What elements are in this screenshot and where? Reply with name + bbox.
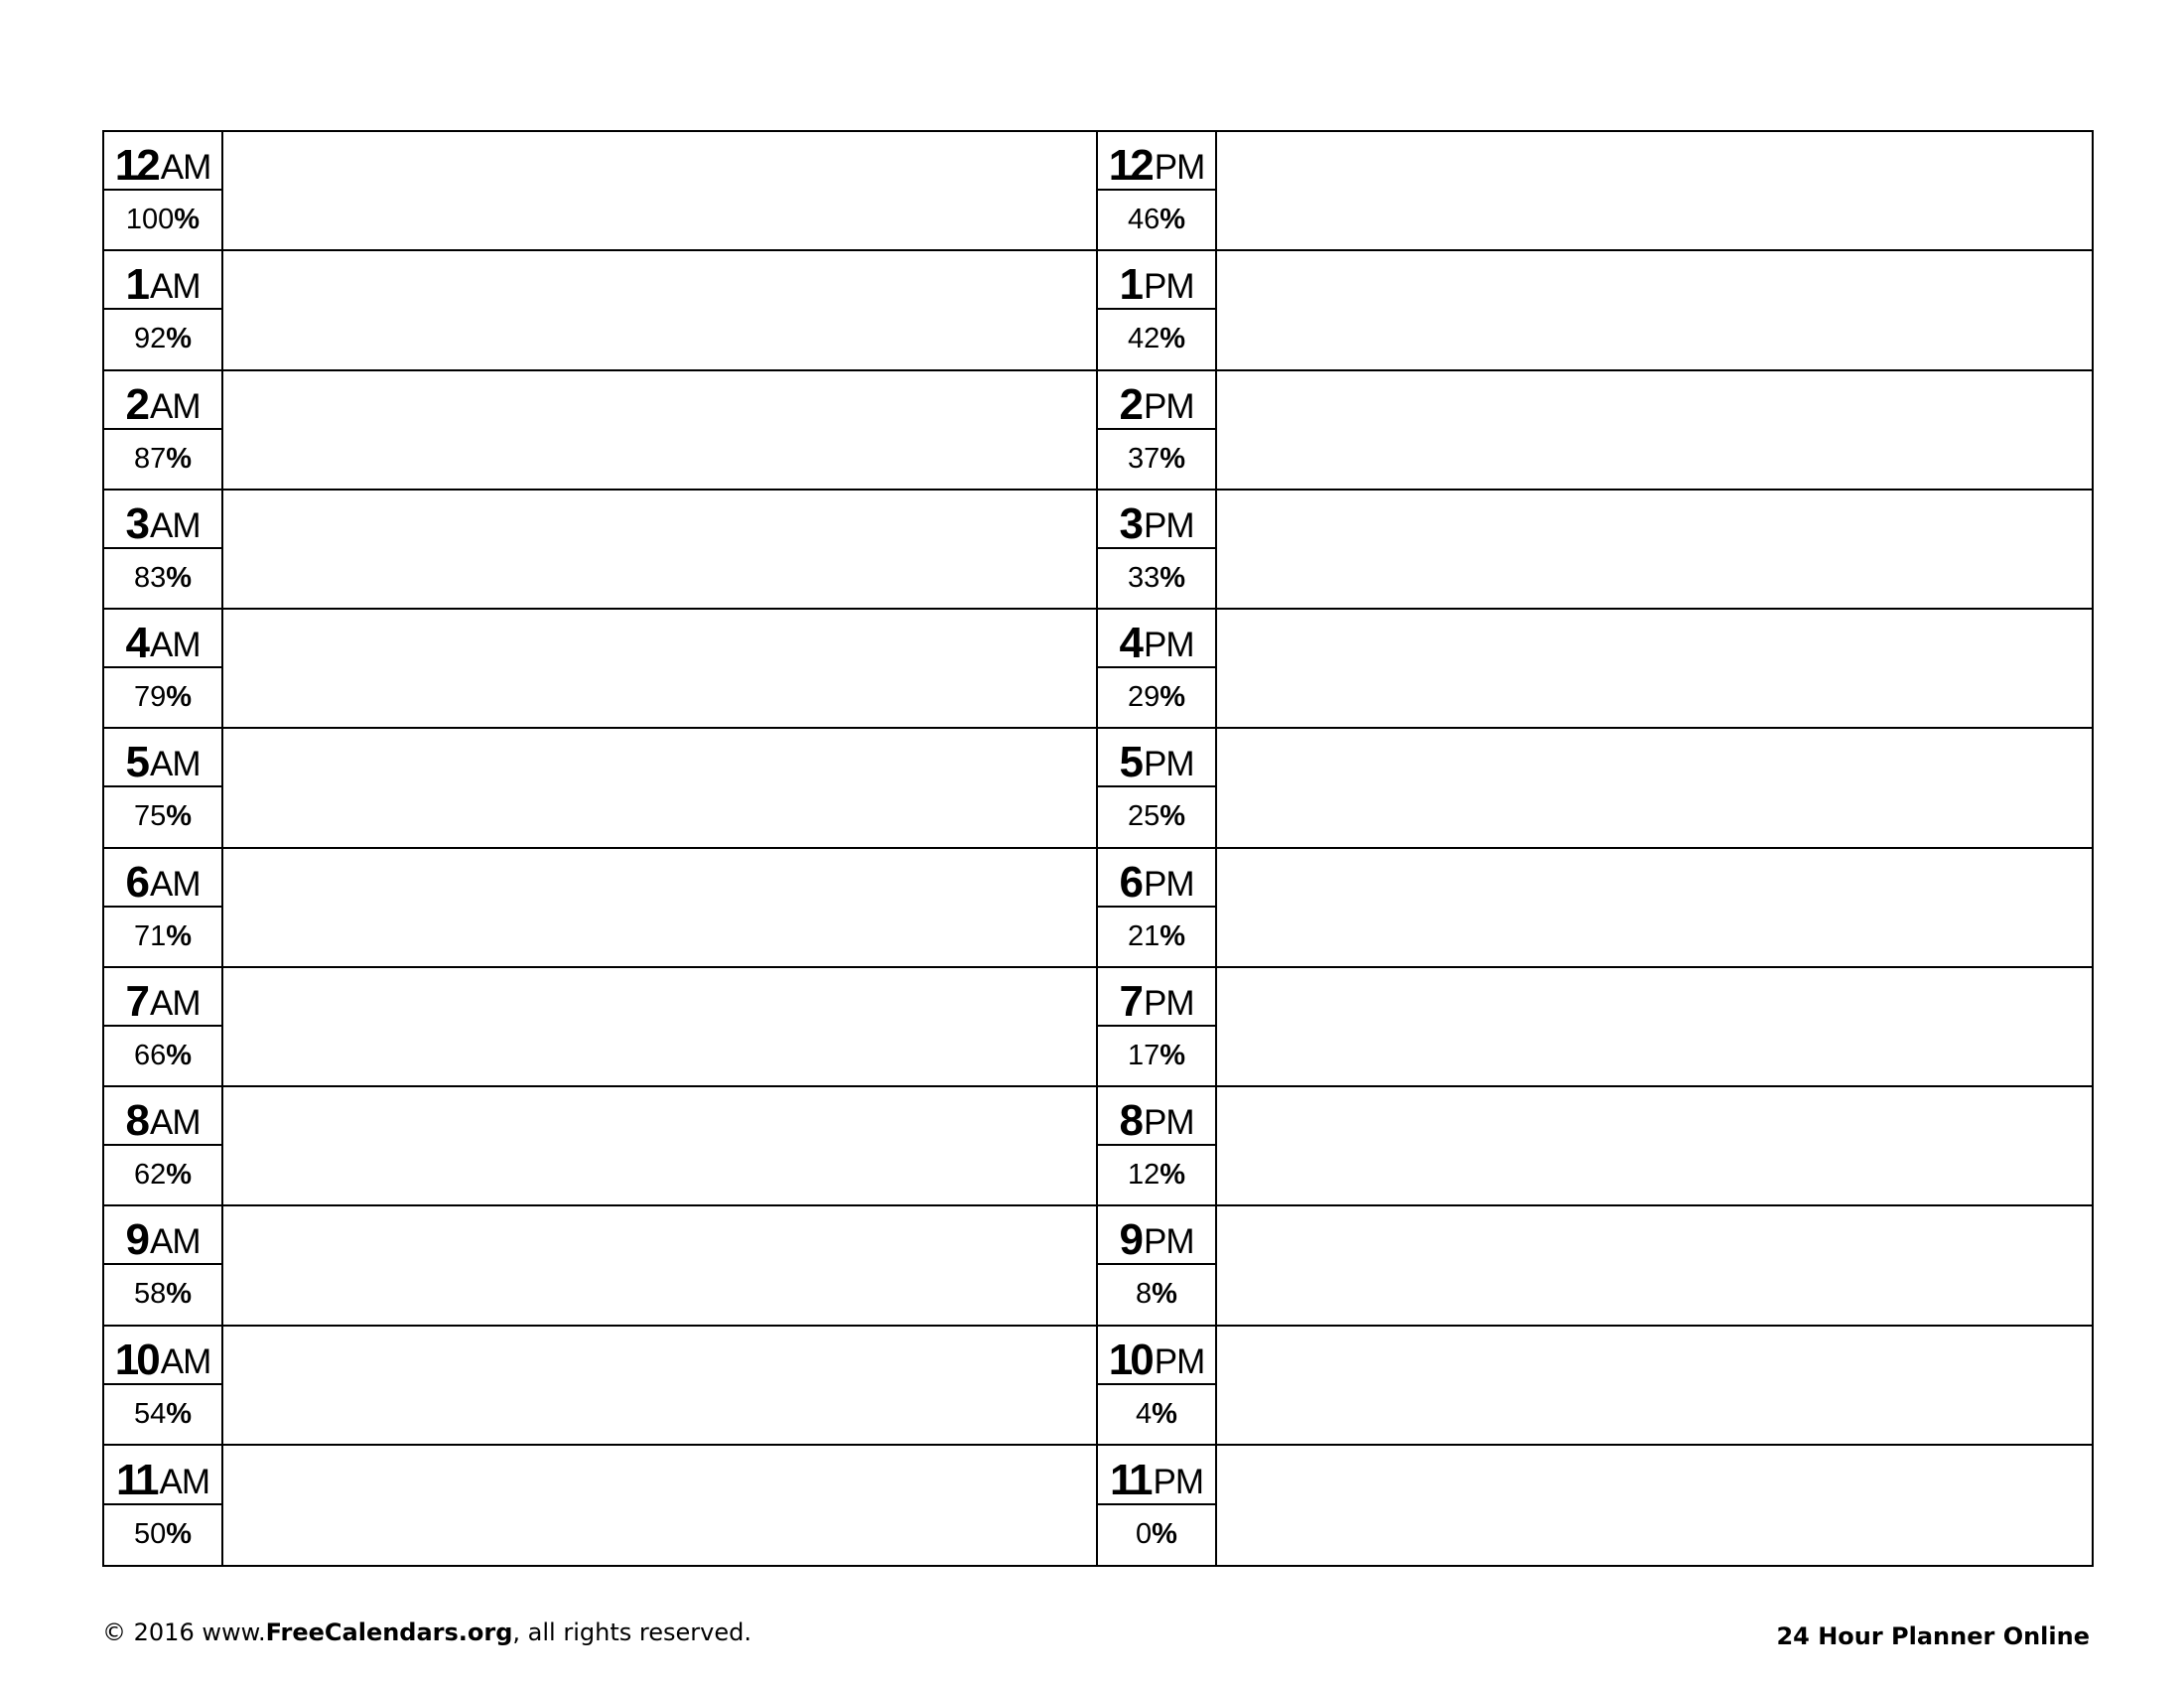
hour-period: PM (1154, 1341, 1205, 1381)
hour-period: AM (159, 1462, 209, 1501)
note-area[interactable] (1217, 132, 2092, 249)
hour-label (1098, 968, 1217, 1085)
hour-slot (104, 849, 1098, 968)
note-area[interactable] (1217, 968, 2092, 1085)
time-cell (1098, 610, 1215, 668)
hour-slot (104, 1087, 1098, 1206)
hour-label (104, 251, 223, 368)
time-cell (104, 251, 221, 310)
note-area[interactable] (1217, 729, 2092, 846)
hour-period: PM (1143, 505, 1194, 545)
hour-label (104, 729, 223, 846)
percent-remaining (1098, 430, 1215, 489)
hour-label (1098, 1206, 1217, 1324)
site-link[interactable]: FreeCalendars.org (265, 1618, 513, 1646)
hour-slot (1098, 251, 2092, 370)
percent-sign: % (1152, 1278, 1177, 1311)
percent-sign: % (166, 1039, 193, 1071)
hour-slot (104, 729, 1098, 848)
time-cell (104, 610, 221, 668)
percent-sign: % (1160, 800, 1186, 833)
note-area[interactable] (1217, 371, 2092, 489)
hour-slot (104, 1206, 1098, 1326)
percent-sign: % (166, 800, 193, 833)
percent-sign: % (1152, 1397, 1177, 1430)
time-cell (104, 1446, 221, 1505)
percent-remaining (104, 1385, 221, 1444)
note-area[interactable] (223, 610, 1096, 727)
percent-value: 92 (133, 323, 167, 355)
note-area[interactable] (223, 729, 1096, 846)
percent-remaining (1098, 1505, 1215, 1565)
time-cell (1098, 1327, 1215, 1385)
copyright-suffix: , all rights reserved. (512, 1618, 751, 1646)
note-area[interactable] (223, 1206, 1096, 1324)
hour-number: 3 (1119, 498, 1141, 548)
hour-period: AM (160, 1341, 211, 1381)
planner-grid (102, 130, 2094, 1567)
hour-period: PM (1143, 983, 1194, 1023)
hour-period: AM (149, 267, 201, 307)
percent-remaining (1098, 1027, 1215, 1085)
hour-label (104, 849, 223, 966)
hour-number: 11 (1109, 1455, 1151, 1504)
percent-remaining (104, 549, 221, 608)
percent-value: 75 (133, 800, 167, 833)
note-area[interactable] (223, 251, 1096, 368)
hour-number: 6 (1119, 857, 1141, 907)
hour-label (1098, 132, 1217, 249)
hour-slot (1098, 849, 2092, 968)
percent-value: 46 (1127, 204, 1160, 236)
time-cell (1098, 371, 1215, 430)
hour-period: AM (149, 1222, 201, 1262)
note-area[interactable] (223, 491, 1096, 608)
percent-remaining (1098, 908, 1215, 966)
hour-slot (104, 968, 1098, 1087)
hour-number: 8 (1119, 1096, 1141, 1146)
percent-remaining (1098, 1265, 1215, 1324)
note-area[interactable] (1217, 1446, 2092, 1565)
hour-slot (1098, 132, 2092, 251)
note-area[interactable] (223, 968, 1096, 1085)
note-area[interactable] (223, 132, 1096, 249)
note-area[interactable] (1217, 610, 2092, 727)
percent-remaining (104, 430, 221, 489)
percent-sign: % (1152, 1518, 1177, 1551)
percent-sign: % (166, 442, 193, 475)
hour-period: AM (149, 745, 201, 784)
hour-period: PM (1143, 626, 1194, 665)
hour-period: PM (1154, 148, 1205, 188)
hour-slot (104, 1446, 1098, 1565)
hour-number: 10 (114, 1335, 158, 1384)
percent-value: 21 (1127, 919, 1160, 952)
percent-value: 12 (1127, 1159, 1160, 1192)
hour-label (1098, 371, 1217, 489)
hour-label (104, 1327, 223, 1444)
time-cell (104, 491, 221, 549)
hour-slot (1098, 1327, 2092, 1446)
percent-value: 25 (1127, 800, 1160, 833)
percent-value: 33 (1127, 561, 1160, 594)
hour-slot (104, 1327, 1098, 1446)
hour-slot (1098, 1446, 2092, 1565)
hour-number: 2 (1119, 379, 1141, 429)
hour-slot (104, 251, 1098, 370)
time-cell (1098, 1206, 1215, 1265)
hour-label (1098, 849, 1217, 966)
percent-remaining (1098, 1385, 1215, 1444)
percent-remaining (104, 1505, 221, 1565)
percent-sign: % (174, 204, 201, 236)
hour-period: PM (1143, 864, 1194, 904)
hour-number: 7 (125, 976, 147, 1026)
hour-label (1098, 610, 1217, 727)
hour-period: AM (149, 1103, 201, 1143)
note-area[interactable] (1217, 849, 2092, 966)
percent-value: 79 (133, 681, 167, 714)
percent-value: 42 (1127, 323, 1160, 355)
percent-value: 58 (133, 1278, 167, 1311)
time-cell (104, 849, 221, 908)
hour-number: 10 (1108, 1335, 1152, 1384)
percent-value: 54 (133, 1397, 167, 1430)
percent-sign: % (166, 1159, 193, 1192)
hour-label (104, 132, 223, 249)
copyright-prefix: © 2016 www. (102, 1618, 266, 1646)
percent-remaining (104, 787, 221, 846)
time-cell (104, 1327, 221, 1385)
time-cell (104, 729, 221, 787)
percent-value: 8 (1136, 1278, 1153, 1311)
hour-label (104, 1206, 223, 1324)
percent-remaining (104, 310, 221, 368)
note-area[interactable] (1217, 251, 2092, 368)
percent-remaining (1098, 191, 1215, 249)
percent-remaining (104, 1146, 221, 1204)
percent-value: 62 (133, 1159, 167, 1192)
hour-label (1098, 251, 1217, 368)
hour-number: 2 (125, 379, 147, 429)
hour-number: 1 (1119, 260, 1141, 310)
time-cell (1098, 251, 1215, 310)
copyright-notice (102, 1618, 751, 1646)
hour-number: 9 (125, 1215, 147, 1265)
percent-value: 17 (1127, 1039, 1160, 1071)
hour-number: 5 (125, 738, 147, 787)
hour-period: PM (1153, 1462, 1203, 1501)
hour-number: 5 (1119, 738, 1141, 787)
time-cell (1098, 491, 1215, 549)
hour-period: PM (1143, 267, 1194, 307)
hour-number: 1 (125, 260, 147, 310)
hour-period: PM (1143, 1103, 1194, 1143)
time-cell (1098, 968, 1215, 1027)
hour-label (104, 371, 223, 489)
percent-sign: % (1160, 681, 1186, 714)
hour-period: PM (1143, 745, 1194, 784)
hour-slot (104, 491, 1098, 610)
hour-period: AM (149, 626, 201, 665)
note-area[interactable] (223, 1446, 1096, 1565)
hour-label (1098, 1087, 1217, 1204)
percent-value: 50 (133, 1518, 167, 1551)
percent-sign: % (1160, 204, 1186, 236)
percent-sign: % (166, 1518, 193, 1551)
percent-sign: % (166, 919, 193, 952)
time-cell (104, 132, 221, 191)
percent-sign: % (1160, 442, 1186, 475)
time-cell (1098, 849, 1215, 908)
percent-value: 100 (125, 204, 175, 236)
percent-value: 66 (133, 1039, 167, 1071)
hour-number: 8 (125, 1096, 147, 1146)
percent-remaining (104, 1027, 221, 1085)
time-cell (104, 1087, 221, 1146)
percent-sign: % (1160, 919, 1186, 952)
hour-label (104, 968, 223, 1085)
hour-number: 11 (115, 1455, 157, 1504)
hour-label (104, 1087, 223, 1204)
time-cell (1098, 729, 1215, 787)
percent-remaining (1098, 310, 1215, 368)
hour-label (104, 610, 223, 727)
hour-period: AM (149, 386, 201, 426)
percent-sign: % (166, 1278, 193, 1311)
note-area[interactable] (223, 849, 1096, 966)
percent-sign: % (166, 561, 193, 594)
note-area[interactable] (223, 371, 1096, 489)
percent-sign: % (1160, 1039, 1186, 1071)
time-cell (104, 371, 221, 430)
hour-period: AM (149, 864, 201, 904)
hour-number: 4 (1119, 619, 1141, 668)
hour-slot (104, 371, 1098, 491)
time-cell (1098, 1087, 1215, 1146)
percent-remaining (1098, 549, 1215, 608)
hour-period: AM (160, 148, 211, 188)
hour-number: 3 (125, 498, 147, 548)
time-cell (104, 968, 221, 1027)
hour-label (104, 1446, 223, 1565)
percent-value: 0 (1136, 1518, 1153, 1551)
percent-remaining (1098, 1146, 1215, 1204)
hour-label (104, 491, 223, 608)
time-cell (1098, 1446, 1215, 1505)
note-area[interactable] (223, 1087, 1096, 1204)
hour-label (1098, 729, 1217, 846)
planner-title-footer: 24 Hour Planner Online (1776, 1622, 2090, 1650)
percent-value: 71 (133, 919, 167, 952)
percent-value: 37 (1127, 442, 1160, 475)
percent-value: 29 (1127, 681, 1160, 714)
hour-period: PM (1143, 386, 1194, 426)
note-area[interactable] (223, 1327, 1096, 1444)
hour-slot (1098, 610, 2092, 729)
hour-slot (1098, 968, 2092, 1087)
hour-slot (104, 132, 1098, 251)
hour-period: AM (149, 505, 201, 545)
percent-remaining (104, 1265, 221, 1324)
percent-value: 83 (133, 561, 167, 594)
hour-number: 7 (1119, 976, 1141, 1026)
hour-label (1098, 1327, 1217, 1444)
percent-sign: % (166, 1397, 193, 1430)
hour-slot (104, 610, 1098, 729)
percent-sign: % (166, 323, 193, 355)
hour-label (1098, 1446, 1217, 1565)
hour-period: AM (149, 983, 201, 1023)
hour-number: 9 (1119, 1215, 1141, 1265)
hour-number: 12 (114, 141, 158, 191)
percent-sign: % (1160, 1159, 1186, 1192)
percent-remaining (104, 908, 221, 966)
hour-slot (1098, 371, 2092, 491)
hour-slot (1098, 491, 2092, 610)
hour-slot (1098, 729, 2092, 848)
note-area[interactable] (1217, 1206, 2092, 1324)
percent-remaining (1098, 787, 1215, 846)
percent-value: 87 (133, 442, 167, 475)
hour-period: PM (1143, 1222, 1194, 1262)
percent-remaining (1098, 668, 1215, 727)
hour-number: 12 (1108, 141, 1152, 191)
hour-label (1098, 491, 1217, 608)
note-area[interactable] (1217, 1327, 2092, 1444)
percent-sign: % (1160, 561, 1186, 594)
time-cell (104, 1206, 221, 1265)
percent-value: 4 (1136, 1397, 1153, 1430)
percent-remaining (104, 191, 221, 249)
hour-number: 4 (125, 619, 147, 668)
percent-remaining (104, 668, 221, 727)
percent-sign: % (166, 681, 193, 714)
percent-sign: % (1160, 323, 1186, 355)
hour-slot (1098, 1087, 2092, 1206)
time-cell (1098, 132, 1215, 191)
note-area[interactable] (1217, 491, 2092, 608)
hour-number: 6 (125, 857, 147, 907)
hour-slot (1098, 1206, 2092, 1326)
note-area[interactable] (1217, 1087, 2092, 1204)
